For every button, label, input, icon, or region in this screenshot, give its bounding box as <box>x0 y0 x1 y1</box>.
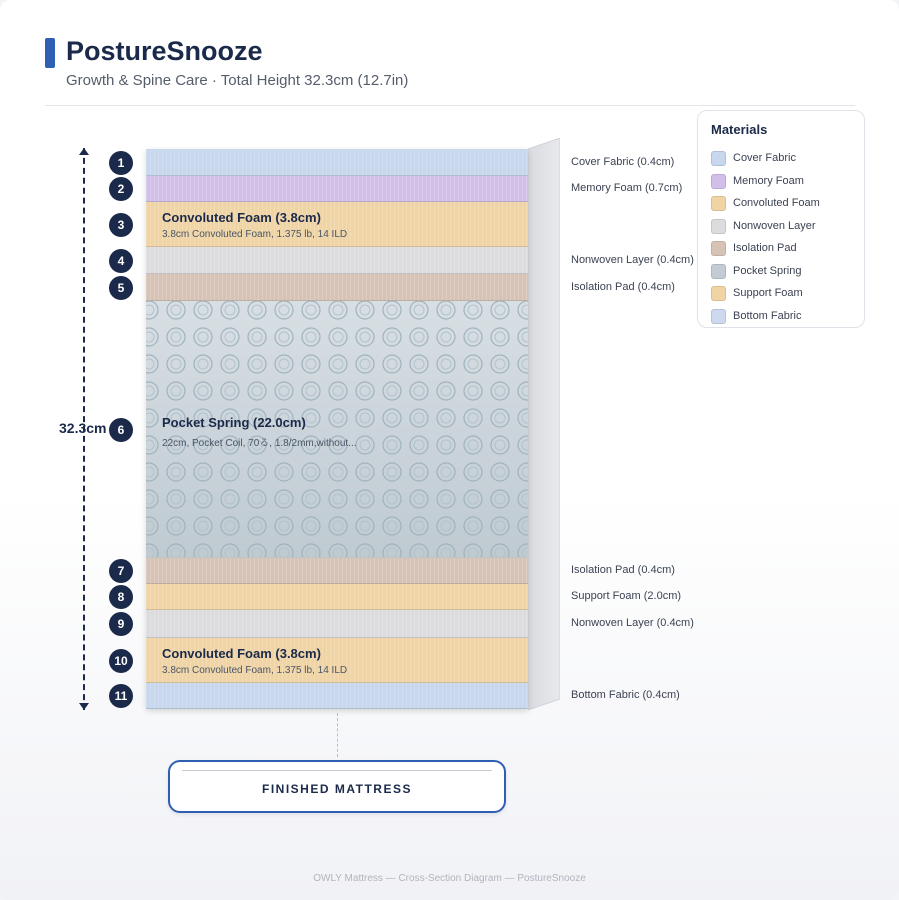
layer-side-label: Isolation Pad (0.4cm) <box>571 564 675 576</box>
mattress-layer-stack <box>146 149 528 709</box>
layer-number-badge: 1 <box>109 151 133 175</box>
header-divider <box>45 105 855 106</box>
legend-label: Support Foam <box>733 287 803 299</box>
total-height-label: 32.3cm <box>59 420 107 436</box>
layer-title: Pocket Spring (22.0cm) <box>162 415 306 430</box>
layer-2 <box>146 176 528 202</box>
legend-swatch <box>711 264 726 279</box>
footer-caption: OWLY Mattress — Cross-Section Diagram — PostureSnooze <box>313 873 586 884</box>
page-title: PostureSnooze <box>66 36 263 66</box>
legend-swatch <box>711 174 726 189</box>
legend-label: Isolation Pad <box>733 242 797 254</box>
layer-11 <box>146 683 528 709</box>
legend-swatch <box>711 309 726 324</box>
layer-6 <box>146 301 528 558</box>
page-subtitle: Growth & Spine Care · Total Height 32.3cm (12.7in) <box>66 72 409 89</box>
mattress-side-face <box>528 138 560 710</box>
layer-subtitle: 3.8cm Convoluted Foam, 1.375 lb, 14 ILD <box>162 665 348 676</box>
layer-number-badge: 11 <box>109 684 133 708</box>
legend-swatch <box>711 219 726 234</box>
legend-swatch <box>711 151 726 166</box>
layer-title: Convoluted Foam (3.8cm) <box>162 210 321 225</box>
layer-9 <box>146 610 528 638</box>
finished-mattress-label: FINISHED MATTRESS <box>262 782 412 796</box>
layer-title: Convoluted Foam (3.8cm) <box>162 646 321 661</box>
layer-number-badge: 9 <box>109 612 133 636</box>
arrow-up-icon <box>79 148 89 155</box>
layer-side-label: Nonwoven Layer (0.4cm) <box>571 617 694 629</box>
layer-7 <box>146 558 528 584</box>
layer-number-badge: 5 <box>109 276 133 300</box>
legend-label: Cover Fabric <box>733 152 796 164</box>
layer-number-badge: 7 <box>109 559 133 583</box>
materials-legend <box>697 110 865 328</box>
layer-number-badge: 10 <box>109 649 133 673</box>
layer-side-label: Isolation Pad (0.4cm) <box>571 280 675 293</box>
legend-swatch <box>711 241 726 256</box>
layer-number-badge: 3 <box>109 213 133 237</box>
layer-number-badge: 2 <box>109 177 133 201</box>
title-accent-bar <box>45 38 55 68</box>
arrow-down-icon <box>79 703 89 710</box>
legend-swatch <box>711 196 726 211</box>
legend-label: Pocket Spring <box>733 264 802 277</box>
layer-5 <box>146 274 528 301</box>
layer-side-label: Support Foam (2.0cm) <box>571 590 682 602</box>
layer-number-badge: 6 <box>109 418 133 442</box>
layer-10 <box>146 638 528 683</box>
layer-number-badge: 8 <box>109 585 133 609</box>
legend-label: Nonwoven Layer <box>733 219 816 232</box>
legend-label: Bottom Fabric <box>733 309 802 322</box>
layer-side-label: Memory Foam (0.7cm) <box>571 182 683 194</box>
legend-title: Materials <box>711 122 768 137</box>
legend-label: Memory Foam <box>733 174 804 187</box>
layer-8 <box>146 584 528 610</box>
layer-side-label: Nonwoven Layer (0.4cm) <box>571 253 694 266</box>
layer-1 <box>146 149 528 176</box>
legend-swatch <box>711 286 726 301</box>
layer-subtitle: 3.8cm Convoluted Foam, 1.375 lb, 14 ILD <box>162 229 348 240</box>
layer-side-label: Cover Fabric (0.4cm) <box>571 155 675 168</box>
layer-4 <box>146 247 528 274</box>
finished-mattress-box <box>168 760 506 813</box>
connector-line <box>337 713 338 757</box>
layer-side-label: Bottom Fabric (0.4cm) <box>571 689 680 701</box>
legend-label: Convoluted Foam <box>733 197 820 209</box>
layer-number-badge: 4 <box>109 249 133 273</box>
layer-subtitle: 22cm, Pocket Coil, 70る, 1.8/2mm,without... <box>162 438 357 449</box>
layer-3 <box>146 202 528 247</box>
finished-box-rule <box>182 770 492 771</box>
